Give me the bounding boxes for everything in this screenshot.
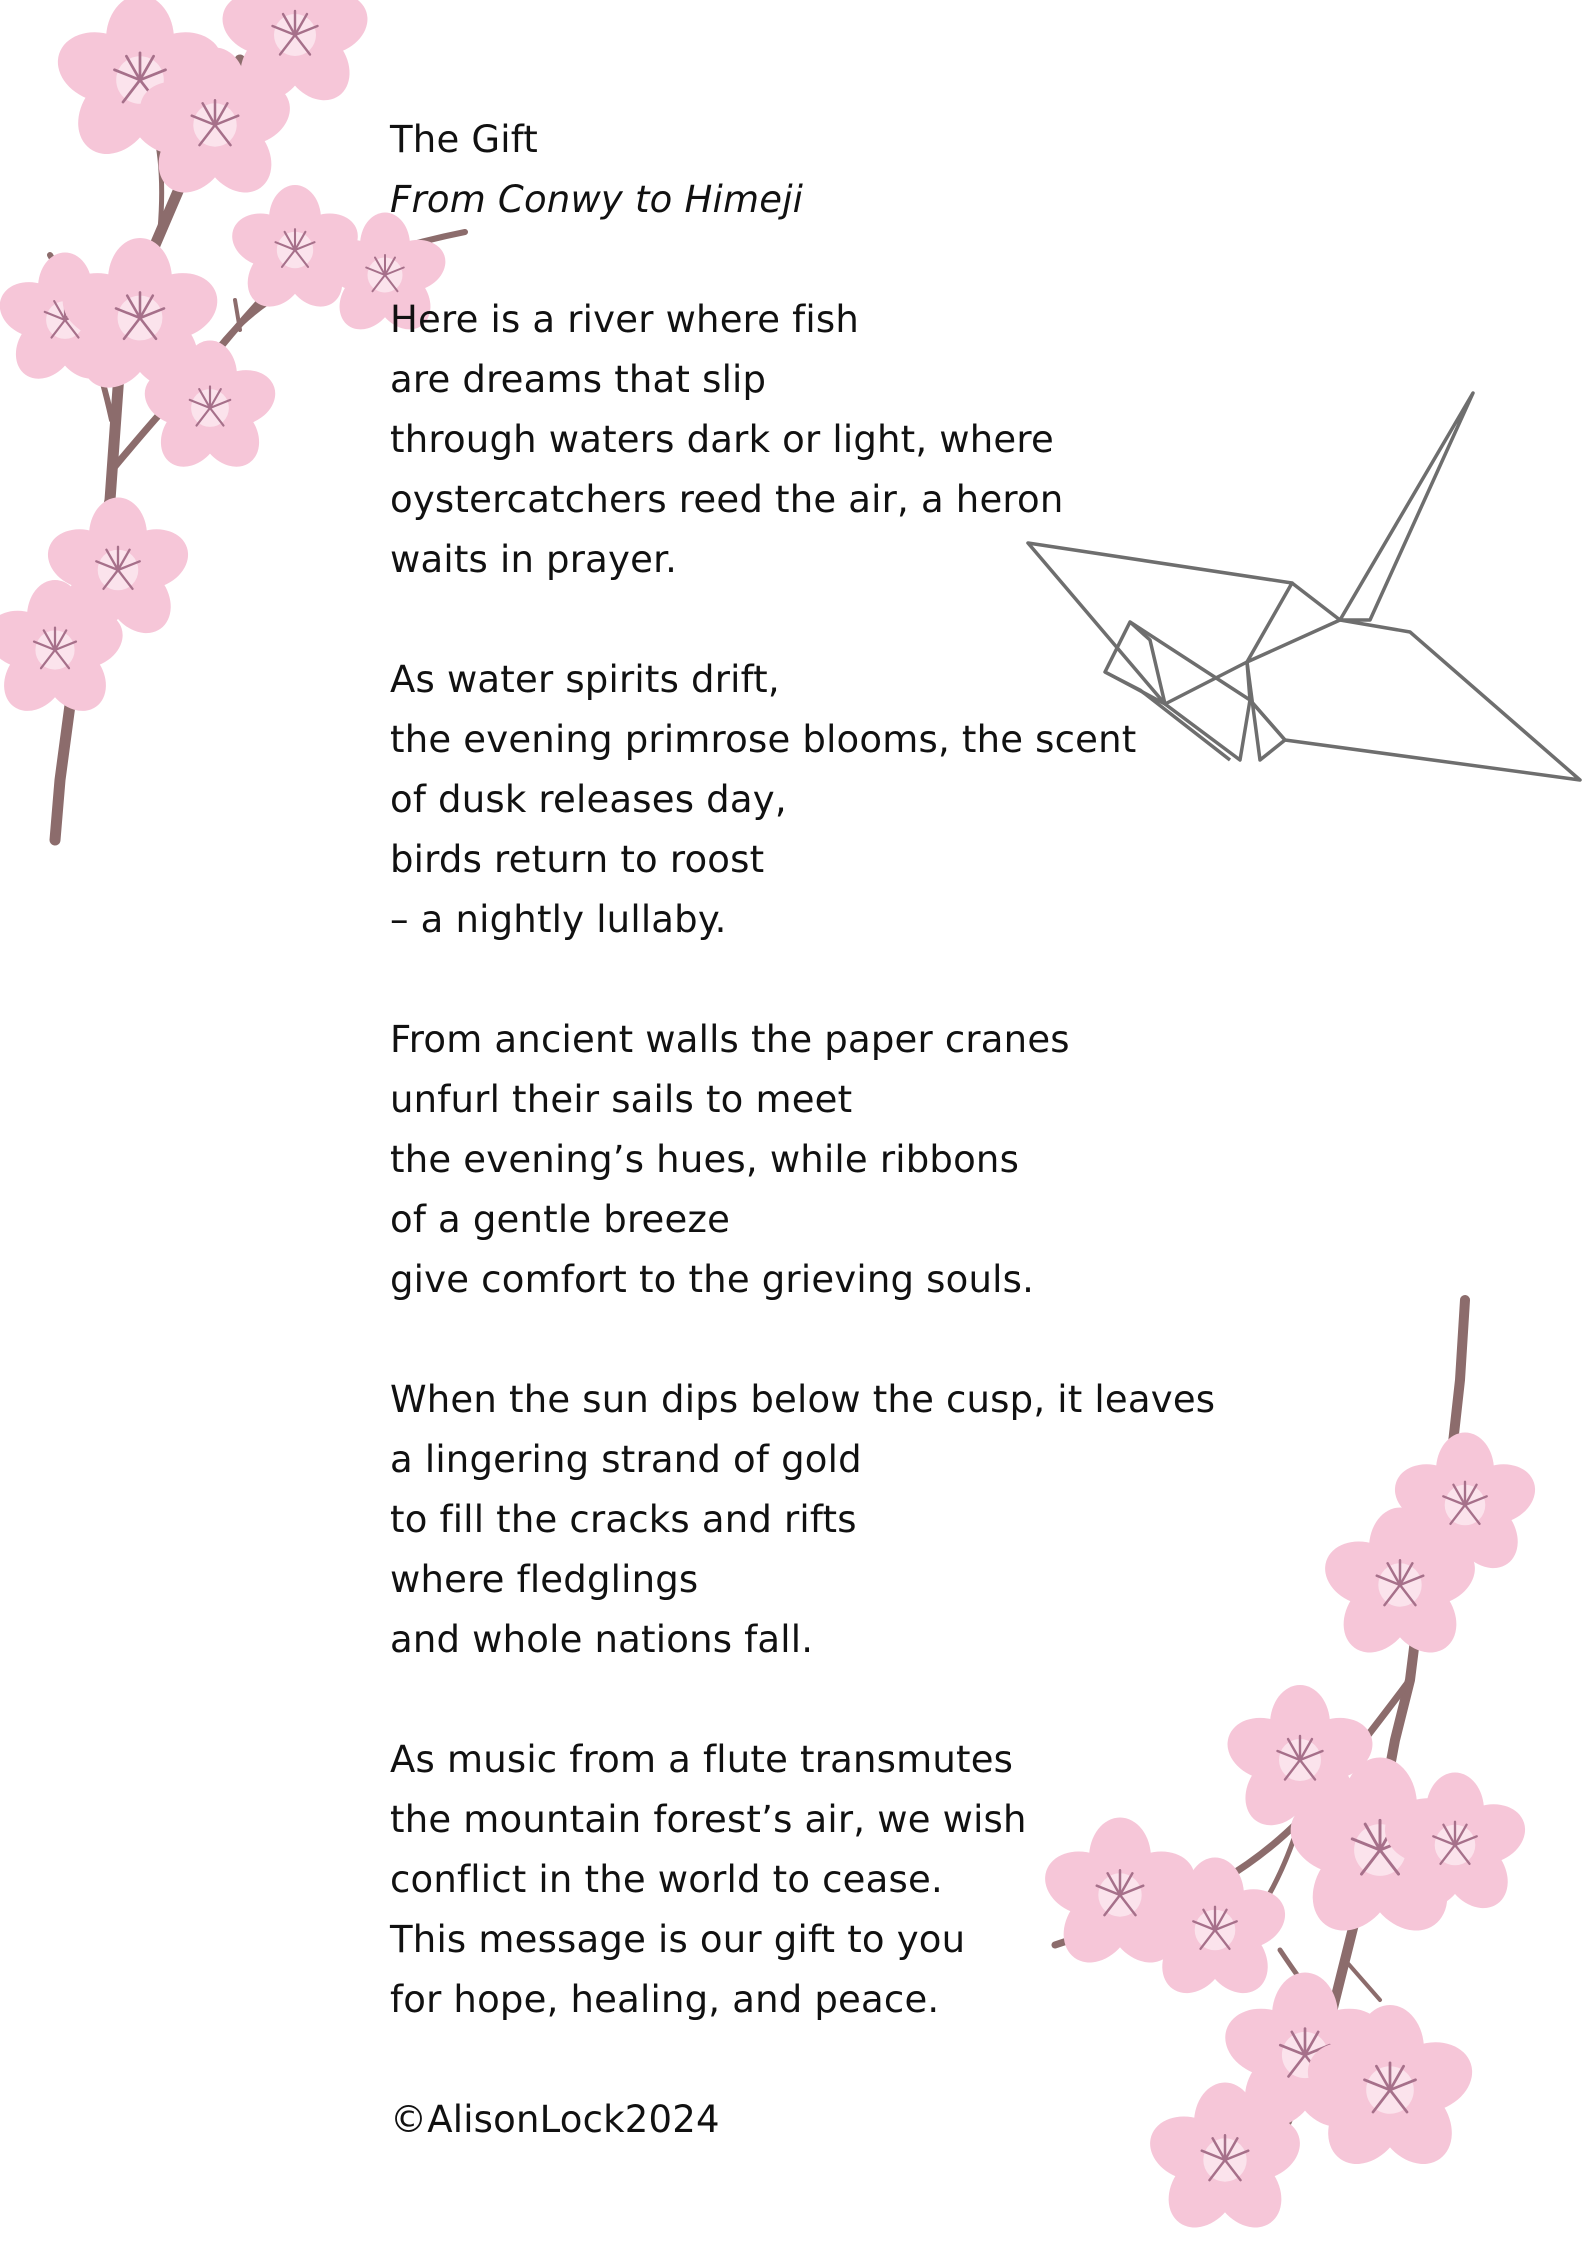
poem-line: From ancient walls the paper cranes	[390, 1018, 1070, 1061]
poem-line: a lingering strand of gold	[390, 1438, 862, 1481]
poem-line: to fill the cracks and rifts	[390, 1498, 857, 1541]
poem-line: of dusk releases day,	[390, 778, 787, 821]
poem-line: give comfort to the grieving souls.	[390, 1258, 1035, 1301]
poem	[390, 110, 1350, 2150]
poem-line: the mountain forest’s air, we wish	[390, 1798, 1027, 1841]
poem-line: oystercatchers reed the air, a heron	[390, 478, 1064, 521]
poem-line: through waters dark or light, where	[390, 418, 1054, 461]
poem-line: the evening primrose blooms, the scent	[390, 718, 1137, 761]
poem-line: waits in prayer.	[390, 538, 678, 581]
poem-line: the evening’s hues, while ribbons	[390, 1138, 1020, 1181]
poem-line: As water spirits drift,	[390, 658, 780, 701]
poem-line: and whole nations fall.	[390, 1618, 814, 1661]
stanza-4	[390, 1370, 1350, 1670]
stanza-1	[390, 290, 1350, 590]
poem-line: birds return to roost	[390, 838, 765, 881]
poem-line: – a nightly lullaby.	[390, 898, 727, 941]
stanza-2	[390, 650, 1350, 950]
poem-line: of a gentle breeze	[390, 1198, 731, 1241]
poem-line: Here is a river where fish	[390, 298, 860, 341]
copyright-notice: ©AlisonLock2024	[390, 2098, 720, 2141]
stanza-3	[390, 1010, 1350, 1310]
poem-line: When the sun dips below the cusp, it leaves	[390, 1378, 1216, 1421]
poem-line: unfurl their sails to meet	[390, 1078, 853, 1121]
poem-line: This message is our gift to you	[390, 1918, 966, 1961]
poem-line: As music from a flute transmutes	[390, 1738, 1014, 1781]
poem-title: The Gift	[390, 118, 539, 161]
poem-line: conflict in the world to cease.	[390, 1858, 943, 1901]
poem-line: are dreams that slip	[390, 358, 767, 401]
stanza-5	[390, 1730, 1350, 2030]
poem-subtitle: From Conwy to Himeji	[390, 178, 804, 221]
poem-line: for hope, healing, and peace.	[390, 1978, 940, 2021]
poem-line: where fledglings	[390, 1558, 699, 1601]
